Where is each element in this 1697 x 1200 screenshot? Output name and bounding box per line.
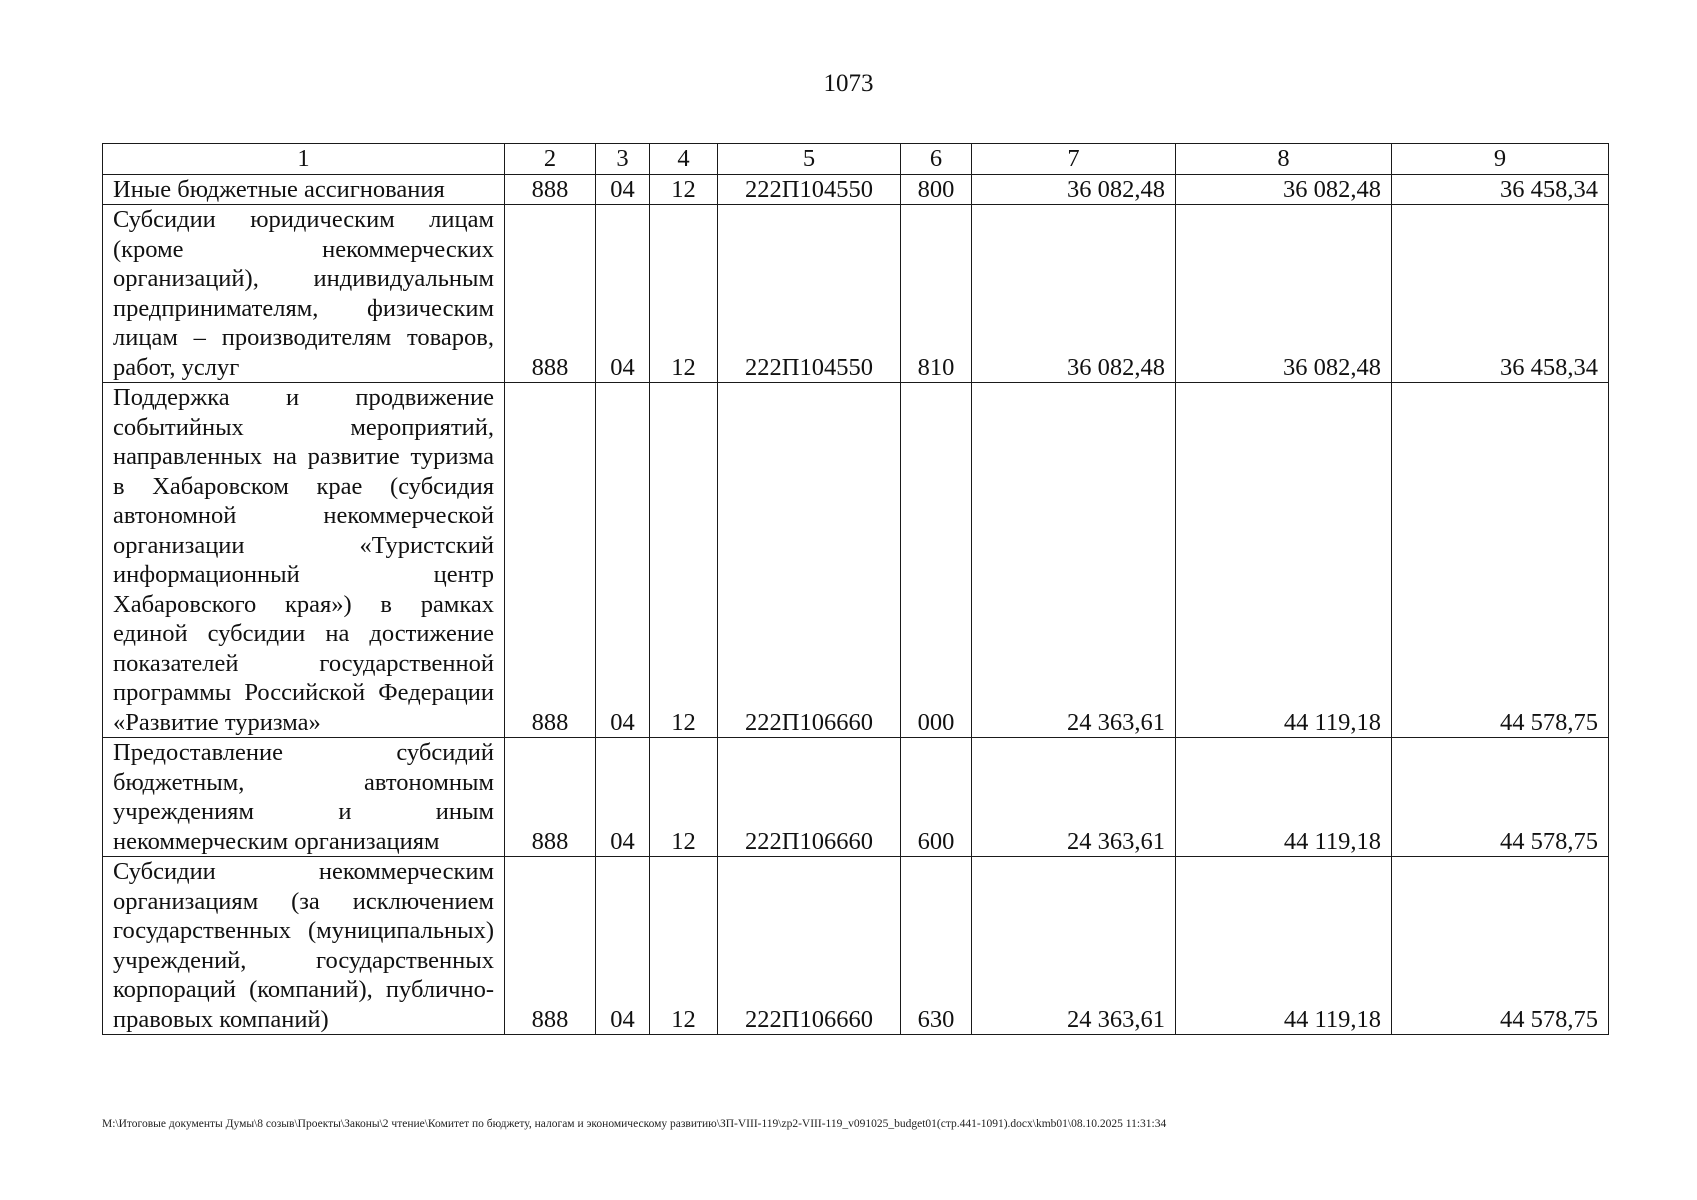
amount-col-8: 36 082,48 <box>1176 205 1392 383</box>
column-header: 4 <box>650 144 718 175</box>
column-header: 8 <box>1176 144 1392 175</box>
expense-type-code: 630 <box>901 857 972 1035</box>
amount-col-8: 44 119,18 <box>1176 857 1392 1035</box>
column-header: 6 <box>901 144 972 175</box>
table-row <box>103 383 1609 738</box>
department-code: 888 <box>505 857 596 1035</box>
section-code: 04 <box>596 205 650 383</box>
amount-col-9: 36 458,34 <box>1392 205 1609 383</box>
subsection-code: 12 <box>650 383 718 738</box>
column-header: 5 <box>718 144 901 175</box>
target-article-code: 222П106660 <box>718 857 901 1035</box>
section-code: 04 <box>596 738 650 857</box>
department-code: 888 <box>505 383 596 738</box>
target-article-code: 222П104550 <box>718 205 901 383</box>
amount-col-8: 44 119,18 <box>1176 738 1392 857</box>
table-header-row <box>103 144 1609 175</box>
expense-type-code: 800 <box>901 174 972 205</box>
expense-name: Субсидии некоммерческим организациям (за исключением государственных (муниципальных) учреждений, государственных корпораций (компаний), публично-правовых компаний) <box>103 857 505 1035</box>
expense-type-code: 600 <box>901 738 972 857</box>
expense-type-code: 000 <box>901 383 972 738</box>
column-header: 1 <box>103 144 505 175</box>
section-code: 04 <box>596 174 650 205</box>
table-row <box>103 857 1609 1035</box>
subsection-code: 12 <box>650 174 718 205</box>
table-row <box>103 174 1609 205</box>
amount-col-9: 44 578,75 <box>1392 857 1609 1035</box>
column-header: 2 <box>505 144 596 175</box>
amount-col-7: 36 082,48 <box>972 205 1176 383</box>
target-article-code: 222П106660 <box>718 738 901 857</box>
file-path-footer: M:\Итоговые документы Думы\8 созыв\Проекты\Законы\2 чтение\Комитет по бюджету, налогам и экономическому развитию\ЗП-VIII-119\zp2-VIII-119_v091025_budget01(стр.441-1091).docx\kmb01\08.10.2025 11:31:34 <box>102 1118 1167 1130</box>
column-header: 3 <box>596 144 650 175</box>
budget-table <box>102 143 1609 1035</box>
amount-col-9: 36 458,34 <box>1392 174 1609 205</box>
subsection-code: 12 <box>650 857 718 1035</box>
department-code: 888 <box>505 174 596 205</box>
amount-col-8: 44 119,18 <box>1176 383 1392 738</box>
department-code: 888 <box>505 205 596 383</box>
column-header: 9 <box>1392 144 1609 175</box>
section-code: 04 <box>596 383 650 738</box>
page-number: 1073 <box>823 70 874 97</box>
target-article-code: 222П106660 <box>718 383 901 738</box>
expense-name: Предоставление субсидий бюджетным, автономным учреждениям и иным некоммерческим организациям <box>103 738 505 857</box>
amount-col-7: 36 082,48 <box>972 174 1176 205</box>
expense-name: Иные бюджетные ассигнования <box>103 174 505 205</box>
expense-type-code: 810 <box>901 205 972 383</box>
amount-col-7: 24 363,61 <box>972 857 1176 1035</box>
expense-name: Поддержка и продвижение событийных мероприятий, направленных на развитие туризма в Хабаровском крае (субсидия автономной некоммерческой организации «Туристский информационный центр Хабаровского края») в рамках единой субсидии на достижение показателей государственной программы Российской Федерации «Развитие туризма» <box>103 383 505 738</box>
section-code: 04 <box>596 857 650 1035</box>
amount-col-9: 44 578,75 <box>1392 383 1609 738</box>
subsection-code: 12 <box>650 205 718 383</box>
target-article-code: 222П104550 <box>718 174 901 205</box>
table-row <box>103 738 1609 857</box>
amount-col-9: 44 578,75 <box>1392 738 1609 857</box>
expense-name: Субсидии юридическим лицам (кроме некоммерческих организаций), индивидуальным предпринимателям, физическим лицам – производителям товаров, работ, услуг <box>103 205 505 383</box>
column-header: 7 <box>972 144 1176 175</box>
amount-col-8: 36 082,48 <box>1176 174 1392 205</box>
amount-col-7: 24 363,61 <box>972 383 1176 738</box>
department-code: 888 <box>505 738 596 857</box>
subsection-code: 12 <box>650 738 718 857</box>
amount-col-7: 24 363,61 <box>972 738 1176 857</box>
table-row <box>103 205 1609 383</box>
